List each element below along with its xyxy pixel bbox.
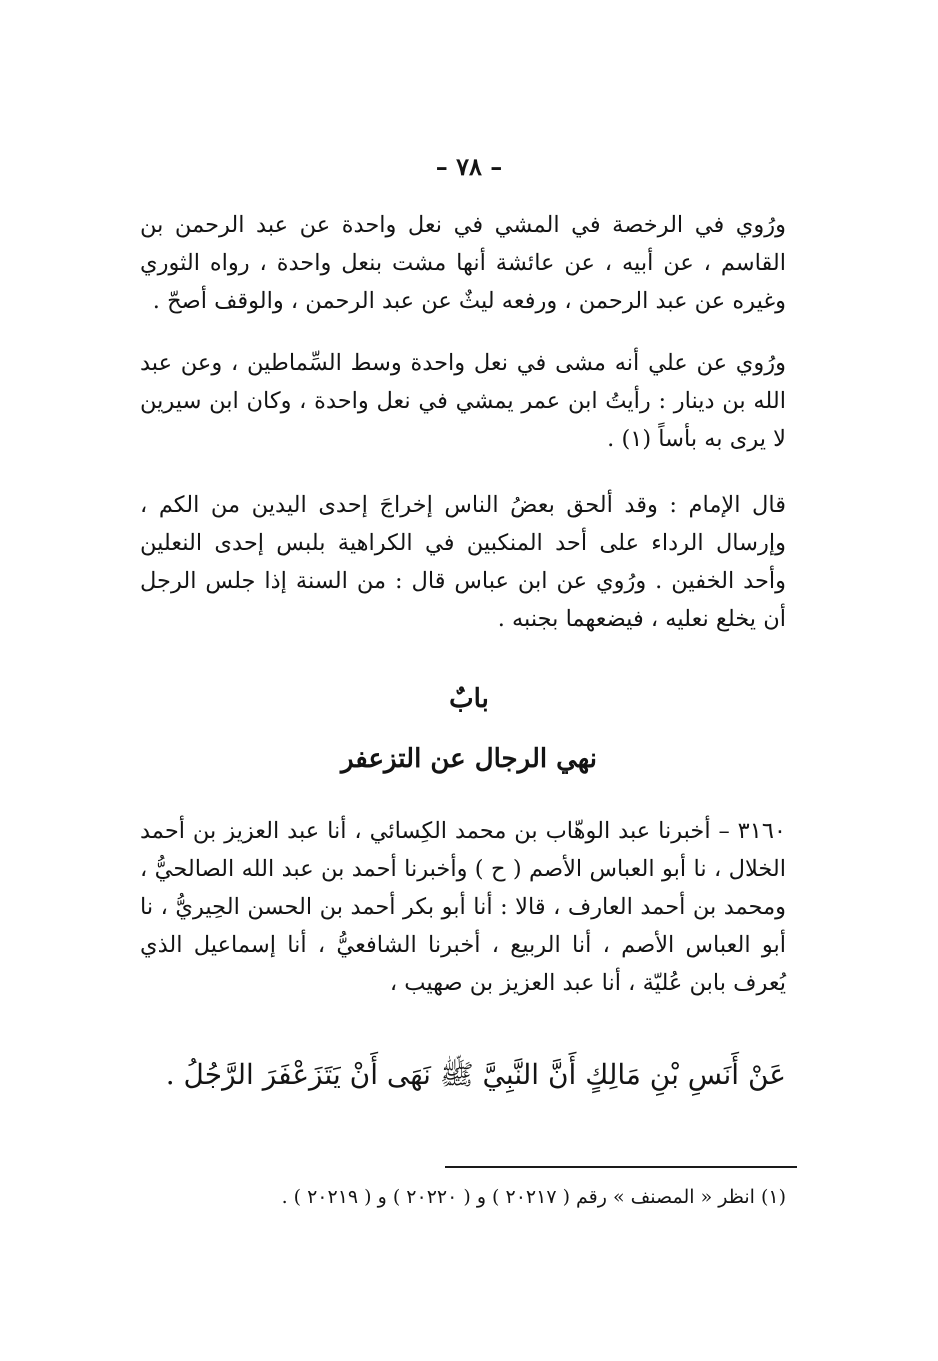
footnote-divider <box>445 1166 797 1168</box>
footnote: (١) انظر « المصنف » رقم ( ٢٠٢١٧ ) و ( ٢٠٢٢٠ ) و ( ٢٠٢١٩ ) . <box>281 1186 786 1208</box>
paragraph-ali-one-sandal: ورُوي عن علي أنه مشى في نعل واحدة وسط السِّماطين ، وعن عبد الله بن دينار : رأيتُ ابن عمر يمشي في نعل واحدة ، وكان ابن سيرين لا يرى به بأساً (١) . <box>140 350 786 452</box>
page-number: – ٧٨ – <box>435 152 503 181</box>
chapter-label: بابٌ <box>449 684 489 714</box>
paragraph-rukhsa-one-sandal: ورُوي في الرخصة في المشي في نعل واحدة عن عبد الرحمن بن القاسم ، عن أبيه ، عن عائشة أنها مشت بنعل واحدة ، رواه الثوري وغيره عن عبد الرحمن ، ورفعه ليثٌ عن عبد الرحمن ، والوقف أصحّ . <box>140 212 786 314</box>
paragraph-imam-remark: قال الإمام : وقد ألحق بعضُ الناس إخراجَ إحدى اليدين من الكم ، وإرسال الرداء على أحد المنكبين في الكراهية بلبس إحدى النعلين وأحد الخفين . ورُوي عن ابن عباس قال : من السنة إذا جلس الرجل أن يخلع نعليه ، فيضعهما بجنبه . <box>140 492 786 632</box>
hadith-isnad: ٣١٦٠ – أخبرنا عبد الوهّاب بن محمد الكِسائي ، أنا عبد العزيز بن أحمد الخلال ، نا أبو العباس الأصم ( ح ) وأخبرنا أحمد بن عبد الله الصالحيُّ ، ومحمد بن أحمد العارف ، قالا : أنا أبو بكر أحمد بن الحسن الحِيريُّ ، نا أبو العباس الأصم ، أنا الربيع ، أخبرنا الشافعيُّ ، أنا إسماعيل الذي يُعرف بابن عُليّة ، أنا عبد العزيز بن صهيب ، <box>140 818 786 996</box>
hadith-text: عَنْ أَنَسِ بْنِ مَالِكٍ أَنَّ النَّبِيَّ ﷺ نَهَى أَنْ يَتَزَعْفَرَ الرَّجُلُ . <box>165 1058 786 1091</box>
chapter-title: نهي الرجال عن التزعفر <box>340 744 598 774</box>
